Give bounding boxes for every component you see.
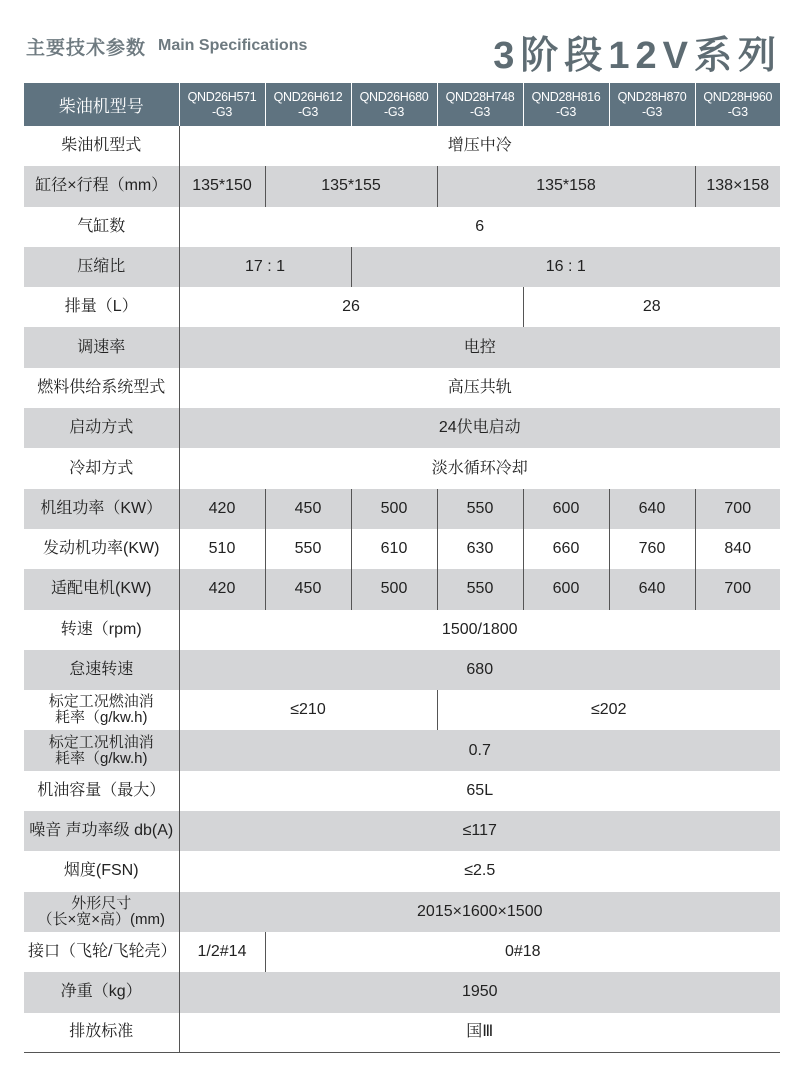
row-label: 燃料供给系统型式 bbox=[24, 368, 179, 408]
row-value: 500 bbox=[351, 569, 437, 609]
row-label: 气缸数 bbox=[24, 207, 179, 247]
row-value: 0#18 bbox=[265, 932, 780, 972]
row-value: 高压共轨 bbox=[447, 378, 512, 396]
row-label-line2: （长×宽×高）(mm) bbox=[37, 910, 165, 928]
row-value: 28 bbox=[523, 287, 780, 327]
model-header bbox=[523, 83, 609, 126]
row-label: 排放标准 bbox=[24, 1013, 179, 1053]
row-fuel-system bbox=[24, 368, 780, 408]
row-value: 610 bbox=[351, 529, 437, 569]
row-value: 1500/1800 bbox=[441, 620, 518, 638]
row-value: 500 bbox=[351, 489, 437, 529]
series-title: 3阶段12V系列 bbox=[493, 35, 782, 77]
row-engine-type bbox=[24, 126, 780, 166]
row-value: 26 bbox=[342, 298, 360, 316]
model-header bbox=[265, 83, 351, 126]
row-label-line1: 标定工况燃油消 bbox=[48, 693, 154, 711]
row-value: 700 bbox=[695, 489, 780, 529]
row-emission bbox=[24, 1013, 780, 1053]
model-name: QND28H748 bbox=[445, 89, 515, 104]
row-label: 排量（L） bbox=[24, 287, 179, 327]
row-genset-power bbox=[24, 489, 780, 529]
model-name: QND26H571 bbox=[187, 89, 257, 104]
row-value: 760 bbox=[609, 529, 695, 569]
model-suffix: -G3 bbox=[212, 104, 232, 119]
model-header bbox=[351, 83, 437, 126]
row-label: 噪音 声功率级 db(A) bbox=[24, 811, 179, 851]
row-compression bbox=[24, 247, 780, 287]
row-value: ≤117 bbox=[179, 811, 780, 851]
model-header bbox=[695, 83, 780, 126]
row-oil-capacity bbox=[24, 771, 780, 811]
row-label-line2: 耗率（g/kw.h) bbox=[54, 709, 148, 727]
model-header-label: 柴油机型号 bbox=[24, 83, 179, 126]
row-weight bbox=[24, 972, 780, 1012]
row-label: 调速率 bbox=[24, 327, 179, 367]
row-value: 700 bbox=[695, 569, 780, 609]
row-value: 550 bbox=[265, 529, 351, 569]
row-idle-speed bbox=[24, 650, 780, 690]
row-displacement bbox=[24, 287, 780, 327]
row-value: 增压中冷 bbox=[447, 137, 512, 155]
row-value: 17 : 1 bbox=[179, 247, 351, 287]
row-label: 启动方式 bbox=[24, 408, 179, 448]
row-label bbox=[24, 730, 179, 770]
row-label: 适配电机(KW) bbox=[24, 569, 179, 609]
row-label: 柴油机型式 bbox=[24, 126, 179, 166]
row-value: 65L bbox=[466, 781, 494, 799]
row-value: 1/2#14 bbox=[197, 943, 247, 961]
section-title-en: Main Specifications bbox=[158, 37, 308, 54]
row-cylinders bbox=[24, 207, 780, 247]
model-header bbox=[179, 83, 265, 126]
row-value: 2015×1600×1500 bbox=[179, 892, 780, 932]
row-label-line1: 标定工况机油消 bbox=[48, 733, 154, 751]
row-value: 680 bbox=[179, 650, 780, 690]
row-smoke bbox=[24, 851, 780, 891]
model-suffix: -G3 bbox=[384, 104, 404, 119]
row-cooling bbox=[24, 448, 780, 488]
row-governor bbox=[24, 327, 780, 367]
row-value: 550 bbox=[437, 569, 523, 609]
model-suffix: -G3 bbox=[727, 104, 748, 119]
row-value: 135*158 bbox=[437, 166, 695, 206]
row-start-method bbox=[24, 408, 780, 448]
model-suffix: -G3 bbox=[298, 104, 318, 119]
row-value: 16 : 1 bbox=[351, 247, 780, 287]
row-label: 烟度(FSN) bbox=[24, 851, 179, 891]
model-name: QND28H816 bbox=[531, 89, 601, 104]
row-value: 6 bbox=[475, 217, 485, 235]
row-label-line1: 外形尺寸 bbox=[71, 894, 132, 912]
row-value: 640 bbox=[609, 569, 695, 609]
row-label: 转速（rpm) bbox=[24, 610, 179, 650]
row-value: 660 bbox=[523, 529, 609, 569]
row-value: 0.7 bbox=[179, 730, 780, 770]
model-suffix: -G3 bbox=[556, 104, 576, 119]
row-label: 净重（kg） bbox=[24, 972, 179, 1012]
row-value: ≤202 bbox=[437, 690, 780, 730]
row-value: ≤2.5 bbox=[464, 862, 496, 880]
row-value: 420 bbox=[179, 489, 265, 529]
table-header-row bbox=[24, 83, 780, 126]
model-name: QND28H960 bbox=[703, 89, 773, 104]
row-bore-stroke bbox=[24, 166, 780, 206]
model-name: QND28H870 bbox=[617, 89, 687, 104]
row-value: 550 bbox=[437, 489, 523, 529]
row-value: 600 bbox=[523, 489, 609, 529]
row-value: 24伏电启动 bbox=[179, 408, 780, 448]
row-value: ≤210 bbox=[290, 701, 326, 719]
section-title-cn: 主要技术参数 bbox=[26, 38, 147, 59]
row-dimensions bbox=[24, 892, 780, 932]
row-label: 发动机功率(KW) bbox=[24, 529, 179, 569]
row-label: 冷却方式 bbox=[24, 448, 179, 488]
row-label-line2: 耗率（g/kw.h) bbox=[54, 749, 148, 767]
row-value: 510 bbox=[208, 540, 236, 558]
row-label: 机组功率（KW） bbox=[24, 489, 179, 529]
row-value: 450 bbox=[265, 569, 351, 609]
row-label: 接口（飞轮/飞轮壳） bbox=[24, 932, 179, 972]
row-label bbox=[24, 892, 179, 932]
row-label: 缸径×行程（mm） bbox=[24, 166, 179, 206]
model-suffix: -G3 bbox=[470, 104, 490, 119]
row-noise bbox=[24, 811, 780, 851]
row-value: 600 bbox=[523, 569, 609, 609]
row-value: 135*150 bbox=[179, 166, 265, 206]
model-name: QND26H612 bbox=[273, 89, 343, 104]
row-fuel-consumption bbox=[24, 690, 780, 730]
model-name: QND26H680 bbox=[359, 89, 429, 104]
row-value: 淡水循环冷却 bbox=[431, 459, 528, 477]
row-value: 国Ⅲ bbox=[179, 1013, 780, 1053]
row-engine-power bbox=[24, 529, 780, 569]
row-value: 840 bbox=[695, 529, 780, 569]
row-label: 机油容量（最大） bbox=[24, 771, 179, 811]
model-suffix: -G3 bbox=[642, 104, 662, 119]
row-value: 135*155 bbox=[265, 166, 437, 206]
row-value: 630 bbox=[437, 529, 523, 569]
row-label: 压缩比 bbox=[24, 247, 179, 287]
row-value: 420 bbox=[179, 569, 265, 609]
row-value: 电控 bbox=[179, 327, 780, 367]
model-header bbox=[437, 83, 523, 126]
row-interface bbox=[24, 932, 780, 972]
row-label bbox=[24, 690, 179, 730]
row-oil-consumption bbox=[24, 730, 780, 770]
row-value: 450 bbox=[265, 489, 351, 529]
row-speed bbox=[24, 610, 780, 650]
spec-table bbox=[24, 83, 780, 1053]
row-value: 1950 bbox=[179, 972, 780, 1012]
row-label: 怠速转速 bbox=[24, 650, 179, 690]
row-value: 138×158 bbox=[695, 166, 780, 206]
row-value: 640 bbox=[609, 489, 695, 529]
row-alternator bbox=[24, 569, 780, 609]
model-header bbox=[609, 83, 695, 126]
